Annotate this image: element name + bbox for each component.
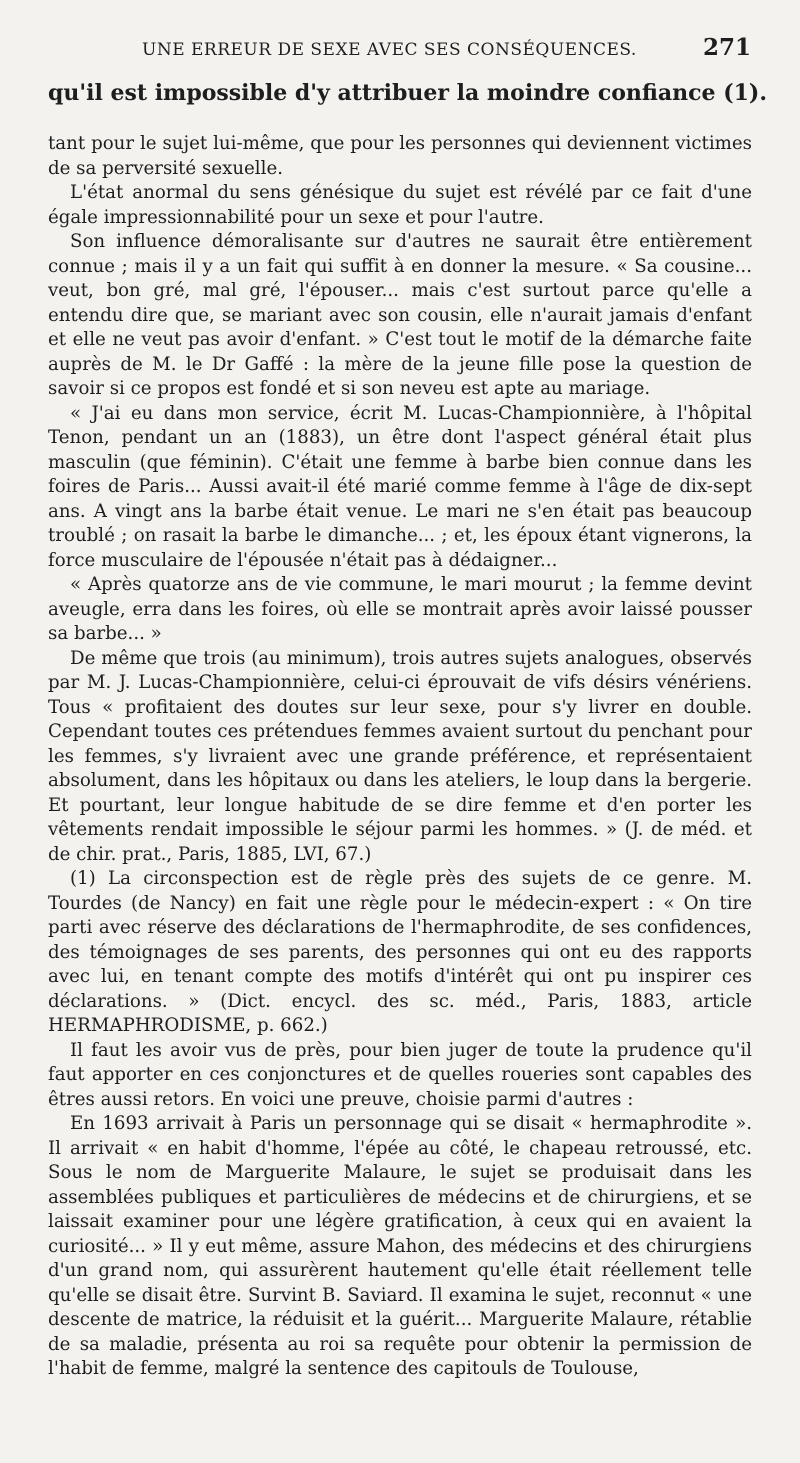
body-text <box>48 132 752 1382</box>
paragraph-6: De même que trois (au minimum), trois autres sujets analogues, observés par M. J. Lucas-Championnière, celui-ci éprouvait de vifs désirs vénériens. Tous « profitaient des doutes sur leur sexe, pour s'y livrer en double. Cependant toutes ces prétendues femmes avaient surtout du penchant pour les femmes, s'y livraient avec une grande préférence, et représentaient absolument, dans les hôpitaux ou dans les ateliers, le loup dans la bergerie. Et pourtant, leur longue habitude de se dire femme et d'en porter les vêtements rendait impossible le séjour parmi les hommes. » (J. de méd. et de chir. prat., Paris, 1885, LVI, 67.) <box>48 647 752 865</box>
carryover-line: qu'il est impossible d'y attribuer la moindre confiance (1). <box>48 80 767 106</box>
paragraph-8: En 1693 arrivait à Paris un personnage qui se disait « hermaphrodite ». Il arrivait « en habit d'homme, l'épée au côté, le chapeau retroussé, etc. Sous le nom de Marguerite Malaure, le sujet se produisait dans les assemblées publiques et particulières de médecins et de chirurgiens, et se laissait examiner pour une légère gratification, à ceux qui en avaient la curiosité... » Il y eut même, assure Mahon, des médecins et des chirurgiens d'un grand nom, qui assurèrent hautement qu'elle était réellement telle qu'elle se disait être. Survint B. Saviard. Il examina le sujet, reconnut « une descente de matrice, la réduisit et la guérit... Marguerite Malaure, rétablie de sa maladie, présenta au roi sa requête pour obtenir la permission de l'habit de femme, malgré la sentence des capitouls de Toulouse, <box>48 1113 752 1379</box>
paragraph-3: Son influence démoralisante sur d'autres ne saurait être entièrement connue ; mais il y a un fait qui suffit à en donner la mesure. « Sa cousine... veut, bon gré, mal gré, l'épouser... mais c'est surtout parce qu'elle a entendu dire que, se mariant avec son cousin, elle n'aurait jamais d'enfant et elle ne veut pas avoir d'enfant. » C'est tout le motif de la démarche faite auprès de M. le Dr Gaffé : la mère de la jeune fille pose la question de savoir si ce propos est fondé et si son neveu est apte au mariage. <box>48 231 752 399</box>
paragraph-7: Il faut les avoir vus de près, pour bien juger de toute la prudence qu'il faut apporter en ces conjonctures et de quelles roueries sont capables des êtres aussi retors. En voici une preuve, choisie parmi d'autres : <box>48 1039 752 1110</box>
page-number: 271 <box>703 34 752 61</box>
paragraph-1: tant pour le sujet lui-même, que pour les personnes qui deviennent victimes de sa perversité sexuelle. <box>48 133 752 179</box>
paragraph-5: « Après quatorze ans de vie commune, le mari mourut ; la femme devint aveugle, erra dans les foires, où elle se montrait après avoir laissé pousser sa barbe... » <box>48 574 752 644</box>
running-title: UNE ERREUR DE SEXE AVEC SES CONSÉQUENCES. <box>142 40 637 60</box>
footnote-1: (1) La circonspection est de règle près des sujets de ce genre. M. Tourdes (de Nancy) en fait une règle pour le médecin-expert : « On tire parti avec réserve des déclarations de l'hermaphrodite, de ses confidences, des témoignages de ses parents, des personnes qui ont eu des rapports avec lui, en tenant compte des motifs d'intérêt qui ont pu inspirer ces déclarations. » (Dict. encycl. des sc. méd., Paris, 1883, article HERMAPHRODISME, p. 662.) <box>48 868 752 1036</box>
paragraph-2: L'état anormal du sens génésique du sujet est révélé par ce fait d'une égale impressionnabilité pour un sexe et pour l'autre. <box>48 182 752 228</box>
running-head <box>0 30 800 70</box>
paragraph-4: « J'ai eu dans mon service, écrit M. Lucas-Championnière, à l'hôpital Tenon, pendant un an (1883), un être dont l'aspect général était plus masculin (que féminin). C'était une femme à barbe bien connue dans les foires de Paris... Aussi avait-il été marié comme femme à l'âge de dix-sept ans. A vingt ans la barbe était venue. Le mari ne s'en était pas beaucoup troublé ; on rasait la barbe le dimanche... ; et, les époux étant vignerons, la force musculaire de l'épousée n'était pas à dédaigner... <box>48 402 752 571</box>
